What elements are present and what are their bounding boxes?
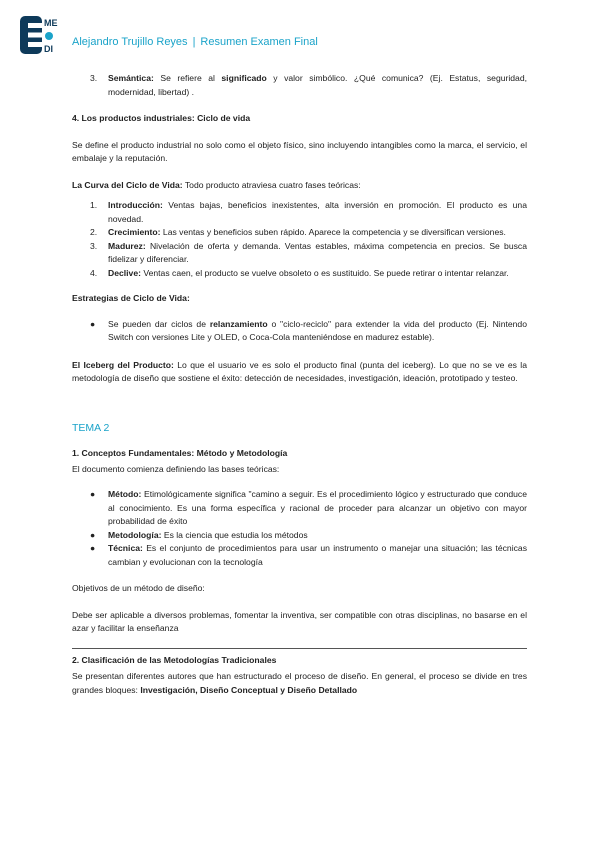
- paragraph: Objetivos de un método de diseño:: [72, 583, 205, 593]
- inline-text: Lo que el usuario ve es solo el producto final (punta del iceberg). Lo que no se ve es la metodología de diseño que sostiene el éxito: detección de necesidades, investigación, ideación, prototipado y testeo.: [72, 359, 527, 383]
- emedi-logo: [20, 14, 64, 58]
- item-label: Semántica:: [108, 73, 154, 83]
- bullet-icon: ●: [90, 318, 96, 329]
- item-label: Crecimiento:: [108, 227, 161, 237]
- item-label: Introducción:: [108, 200, 163, 210]
- item-bold: relanzamiento: [209, 318, 268, 329]
- section-heading: 2. Clasificación de las Metodologías Tradicionales: [72, 654, 277, 665]
- author-name: Alejandro Trujillo Reyes: [72, 36, 188, 48]
- list-item: [90, 199, 527, 226]
- item-label: Metodología:: [108, 529, 162, 540]
- list-number: 2.: [90, 227, 98, 237]
- item-label: Técnica:: [108, 543, 143, 553]
- item-text: Ventas bajas, beneficios inexistentes, alta inversión en promoción. El producto es una novedad.: [108, 200, 527, 224]
- item-text: o "ciclo-reciclo" para extender la vida del producto (Ej. Nintendo Switch con versiones Lite y OLED, o Coca-Cola manteniéndose en madurez estable).: [108, 318, 527, 342]
- list-number: 3.: [90, 73, 98, 83]
- logo-di: DI: [44, 44, 53, 54]
- item-text: Es el conjunto de procedimientos para usar un instrumento o manejar una situación; las técnicas cambian y evolucionan con la tecnología: [108, 543, 527, 567]
- paragraph: Debe ser aplicable a diversos problemas, fomentar la inventiva, ser compatible con otras disciplinas, no basarse en el azar y facilitar la enseñanza: [72, 609, 527, 633]
- list-item: [90, 72, 527, 99]
- bullet-icon: ●: [90, 543, 96, 553]
- item-text: Se pueden dar ciclos de: [108, 318, 210, 329]
- item-label: Declive:: [108, 267, 141, 278]
- item-text: Ventas caen, el producto se vuelve obsoleto o es sustituido. Se puede retirar o intentar relanzar.: [140, 267, 509, 278]
- bullet-icon: ●: [90, 489, 96, 499]
- item-text: Nivelación de oferta y demanda. Ventas estables, máxima competencia en precios. Se busca fidelizar y diferenciar.: [108, 240, 527, 264]
- list-number: 3.: [90, 240, 98, 251]
- paragraph: [72, 670, 527, 697]
- strategies-list: [72, 318, 527, 345]
- document-title: Resumen Examen Final: [200, 36, 318, 48]
- list-item: [90, 240, 527, 267]
- document-body: [72, 72, 527, 697]
- item-label: Madurez:: [108, 240, 146, 251]
- inline-label: La Curva del Ciclo de Vida:: [72, 179, 183, 190]
- inline-bold: Investigación, Diseño Conceptual y Diseño Detallado: [140, 684, 358, 695]
- logo-me: ME: [44, 18, 58, 28]
- item-bold: significado: [221, 73, 267, 83]
- item-text: y valor simbólico. ¿Qué comunica? (Ej. Estatus, seguridad, modernidad, libertad) .: [108, 73, 527, 97]
- section-divider: [72, 648, 527, 649]
- item-text: Se refiere al: [153, 73, 222, 83]
- paragraph: [72, 359, 527, 386]
- section-heading: Estrategias de Ciclo de Vida:: [72, 293, 190, 303]
- header-title: [72, 36, 318, 48]
- section-heading: 1. Conceptos Fundamentales: Método y Metodología: [72, 448, 288, 458]
- paragraph: Se define el producto industrial no solo como el objeto físico, sino incluyendo intangibles como la marca, el servicio, el embalaje y la reputación.: [72, 139, 527, 163]
- item-text: Las ventas y beneficios suben rápido. Aparece la competencia y se diversifican versiones.: [160, 227, 506, 237]
- paragraph: [72, 179, 527, 193]
- list-item: [90, 529, 527, 543]
- list-item: [90, 542, 527, 569]
- semantica-list: [72, 72, 527, 99]
- list-number: 1.: [90, 200, 98, 210]
- page-header: [20, 14, 580, 58]
- phases-list: [72, 199, 527, 280]
- item-text: Etimológicamente significa "camino a seguir. Es el procedimiento lógico y estructurado que conduce al conocimiento. Es una forma específica y racional de proceder para alcanzar un objetivo con mayor probabilidad de éxito: [108, 489, 527, 526]
- list-item: [90, 488, 527, 529]
- section-heading: 4. Los productos industriales: Ciclo de vida: [72, 113, 251, 123]
- list-number: 4.: [90, 267, 98, 278]
- list-item: [90, 318, 527, 345]
- bullet-icon: ●: [90, 529, 96, 540]
- header-separator: |: [192, 36, 196, 48]
- concepts-list: [72, 488, 527, 569]
- inline-label: El Iceberg del Producto:: [72, 359, 174, 370]
- item-label: Método:: [108, 489, 142, 499]
- list-item: [90, 267, 527, 281]
- paragraph: El documento comienza definiendo las bases teóricas:: [72, 463, 280, 474]
- item-text: Es la ciencia que estudia los métodos: [161, 529, 308, 540]
- inline-text: Se presentan diferentes autores que han estructurado el proceso de diseño. En general, el proceso se divide en tres grandes bloques:: [72, 671, 527, 695]
- list-item: [90, 226, 527, 240]
- tema-title: TEMA 2: [72, 421, 110, 434]
- inline-text: Todo producto atraviesa cuatro fases teóricas:: [182, 179, 361, 190]
